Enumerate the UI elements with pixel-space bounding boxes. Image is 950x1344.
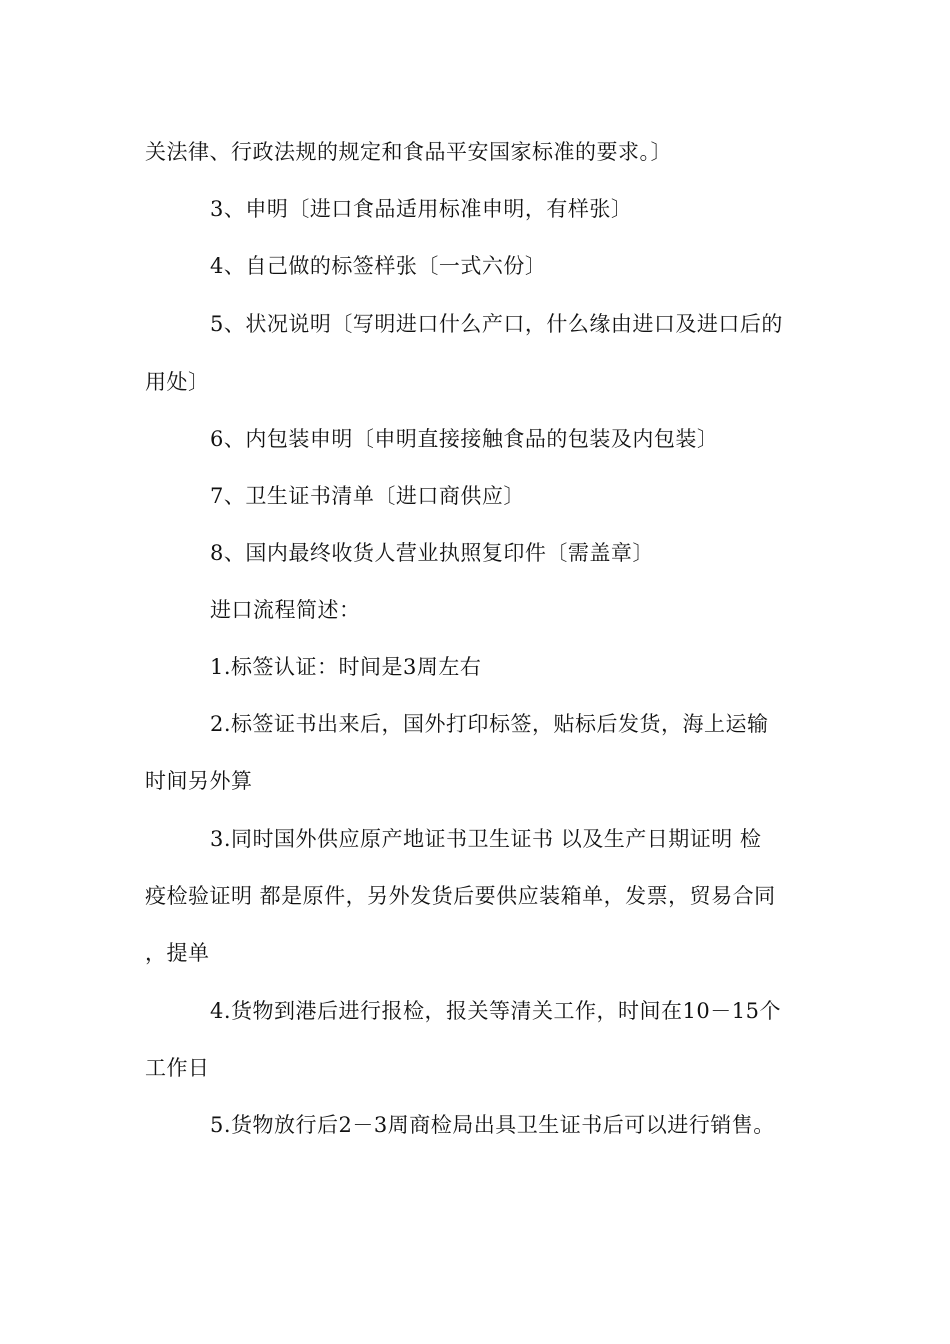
text-line-step-3-cont-2: ，提单 bbox=[145, 941, 210, 965]
text-line-step-1: 1.标签认证：时间是3周左右 bbox=[210, 655, 482, 679]
text-line-step-4-cont: 工作日 bbox=[145, 1056, 210, 1080]
text-line-item-4: 4、自己做的标签样张〔一式六份〕 bbox=[210, 254, 547, 278]
text-line-item-5: 5、状况说明〔写明进口什么产口，什么缘由进口及进口后的 bbox=[210, 312, 783, 336]
text-line-item-6: 6、内包装申明〔申明直接接触食品的包装及内包装〕 bbox=[210, 427, 719, 451]
text-line-item-7: 7、卫生证书清单〔进口商供应〕 bbox=[210, 484, 525, 508]
text-line-step-2-cont: 时间另外算 bbox=[145, 769, 253, 793]
text-line-item-3: 3、申明〔进口食品适用标准申明，有样张〕 bbox=[210, 197, 633, 221]
text-line-item-5-cont: 用处〕 bbox=[145, 370, 210, 394]
text-line-step-3-cont: 疫检验证明 都是原件，另外发货后要供应装箱单，发票，贸易合同 bbox=[145, 884, 776, 908]
text-line-step-4: 4.货物到港后进行报检，报关等清关工作，时间在10－15个 bbox=[210, 999, 781, 1023]
text-line-step-5: 5.货物放行后2－3周商检局出具卫生证书后可以进行销售。 bbox=[210, 1113, 775, 1137]
section-heading-import-process: 进口流程简述： bbox=[210, 598, 361, 622]
text-line-item-8: 8、国内最终收货人营业执照复印件〔需盖章〕 bbox=[210, 541, 654, 565]
text-line-step-2: 2.标签证书出来后，国外打印标签，贴标后发货，海上运输 bbox=[210, 712, 769, 736]
text-line-requirements-end: 关法律、行政法规的规定和食品平安国家标准的要求。〕 bbox=[145, 140, 672, 164]
text-line-step-3: 3.同时国外供应原产地证书卫生证书 以及生产日期证明 检 bbox=[210, 827, 762, 851]
